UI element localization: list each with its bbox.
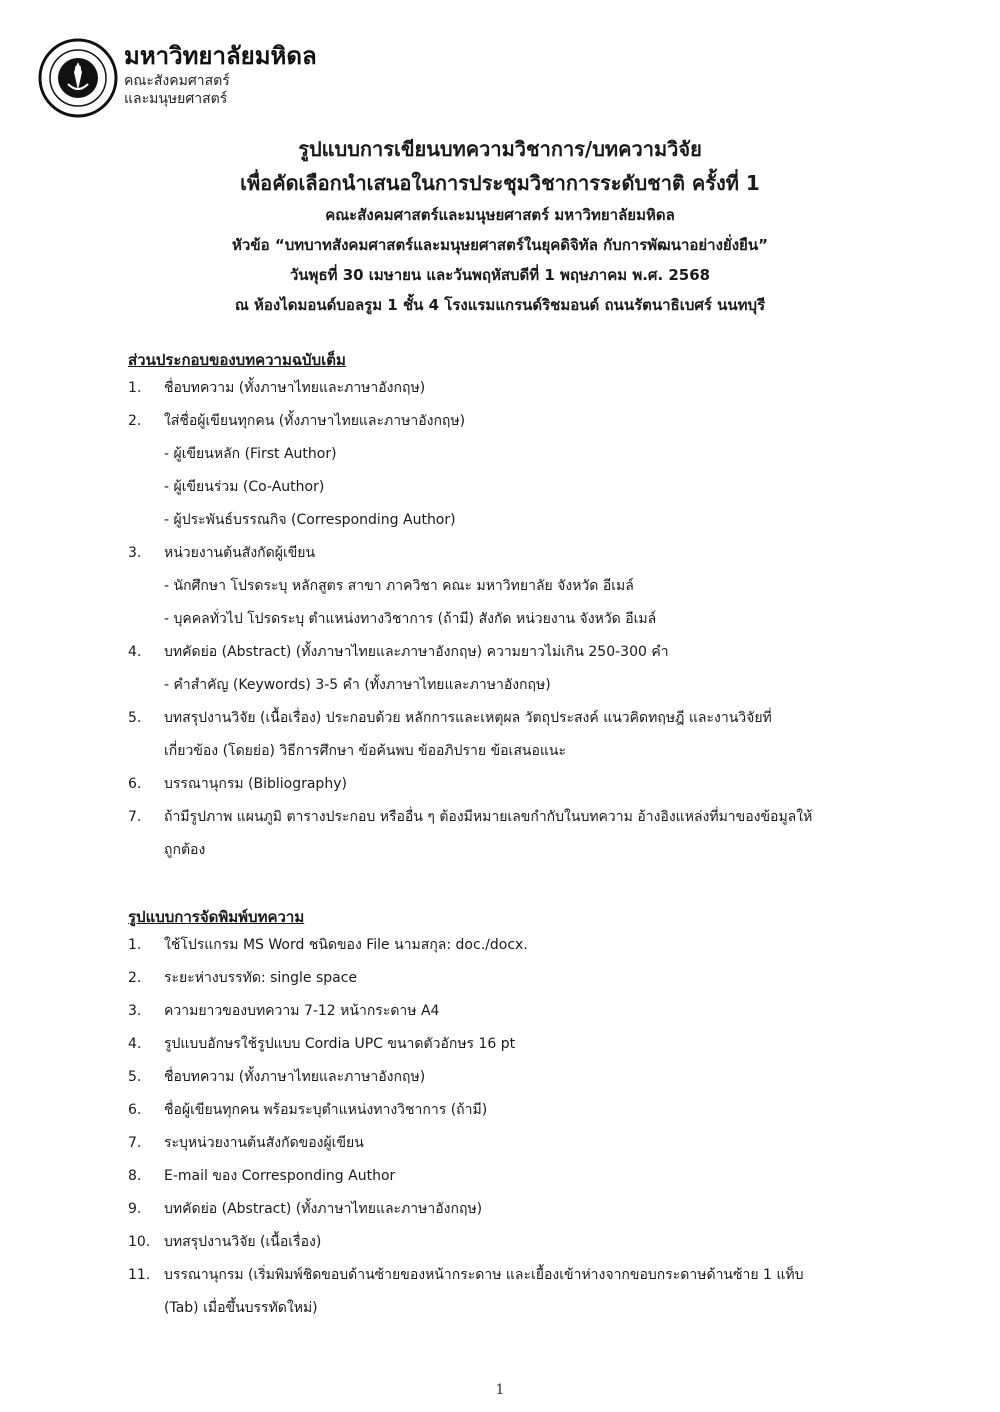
item-number: 6.	[128, 776, 142, 792]
item-number: 4.	[128, 644, 142, 660]
item-text: ระบุหน่วยงานต้นสังกัดของผู้เขียน	[164, 1135, 364, 1151]
document-title: รูปแบบการเขียนบทความวิชาการ/บทความวิจัย	[298, 137, 702, 161]
university-seal-logo	[38, 38, 118, 118]
list-item	[128, 929, 888, 962]
item-text: ระยะห่างบรรทัด: single space	[164, 970, 358, 986]
list-item	[128, 1226, 888, 1259]
item-text: บทคัดย่อ (Abstract) (ทั้งภาษาไทยและภาษาอังกฤษ)	[164, 1201, 483, 1217]
item-text: รูปแบบอักษรใช้รูปแบบ Cordia UPC ขนาดตัวอักษร 16 pt	[164, 1036, 516, 1052]
item-text-continued: (Tab) เมื่อขึ้นบรรทัดใหม่)	[164, 1300, 318, 1316]
organizer: คณะสังคมศาสตร์และมนุษยศาสตร์ มหาวิทยาลัยมหิดล	[325, 206, 675, 224]
item-number: 3.	[128, 1003, 142, 1019]
list-item	[128, 995, 888, 1028]
sub-item: - นักศึกษา โปรดระบุ หลักสูตร สาขา ภาควิชา คณะ มหาวิทยาลัย จังหวัด อีเมล์	[164, 578, 634, 594]
list-item	[128, 801, 888, 867]
document-subtitle: เพื่อคัดเลือกนำเสนอในการประชุมวิชาการระดับชาติ ครั้งที่ 1	[240, 171, 760, 195]
item-number: 5.	[128, 1069, 142, 1085]
item-text: ชื่อบทความ (ทั้งภาษาไทยและภาษาอังกฤษ)	[164, 1069, 426, 1085]
list-item	[128, 1094, 888, 1127]
list-item	[128, 962, 888, 995]
page-number: 1	[495, 1382, 505, 1398]
item-number: 2.	[128, 970, 142, 986]
institution-header	[124, 40, 317, 108]
item-number: 9.	[128, 1201, 142, 1217]
list-item	[128, 636, 888, 669]
list-item	[128, 1127, 888, 1160]
item-text: บทคัดย่อ (Abstract) (ทั้งภาษาไทยและภาษาอังกฤษ) ความยาวไม่เกิน 250-300 คำ	[164, 644, 669, 660]
sub-item: - ผู้เขียนหลัก (First Author)	[164, 446, 337, 462]
item-number: 2.	[128, 413, 142, 429]
item-number: 4.	[128, 1036, 142, 1052]
list-item	[128, 372, 888, 405]
components-heading: ส่วนประกอบของบทความฉบับเต็ม	[128, 351, 346, 369]
conference-date: วันพุธที่ 30 เมษายน และวันพฤหัสบดีที่ 1 พฤษภาคม พ.ศ. 2568	[289, 266, 711, 284]
list-item	[128, 1061, 888, 1094]
item-text: บรรณานุกรม (Bibliography)	[164, 776, 347, 792]
faculty-name-line1: คณะสังคมศาสตร์	[124, 73, 230, 89]
item-number: 1.	[128, 380, 142, 396]
item-text: ใส่ชื่อผู้เขียนทุกคน (ทั้งภาษาไทยและภาษาอังกฤษ)	[164, 413, 466, 429]
sub-item: - ผู้เขียนร่วม (Co-Author)	[164, 479, 325, 495]
item-text: ชื่อผู้เขียนทุกคน พร้อมระบุตำแหน่งทางวิชาการ (ถ้ามี)	[164, 1102, 488, 1118]
list-item	[128, 1028, 888, 1061]
item-text-continued: เกี่ยวข้อง (โดยย่อ) วิธีการศึกษา ข้อค้นพบ ข้ออภิปราย ข้อเสนอแนะ	[164, 743, 566, 759]
conference-venue: ณ ห้องไดมอนด์บอลรูม 1 ชั้น 4 โรงแรมแกรนด์ริชมอนด์ ถนนรัตนาธิเบศร์ นนทบุรี	[234, 296, 766, 314]
item-text: E-mail ของ Corresponding Author	[164, 1168, 396, 1184]
item-text: บทสรุปงานวิจัย (เนื้อเรื่อง) ประกอบด้วย หลักการและเหตุผล วัตถุประสงค์ แนวคิดทฤษฎี และงานวิจัยที่	[164, 710, 772, 726]
list-item	[128, 537, 888, 570]
components-section	[128, 348, 888, 867]
item-number: 8.	[128, 1168, 142, 1184]
title-block	[0, 132, 1000, 320]
sub-item: - ผู้ประพันธ์บรรณกิจ (Corresponding Author)	[164, 512, 456, 528]
university-name: มหาวิทยาลัยมหิดล	[124, 42, 317, 70]
item-text: หน่วยงานต้นสังกัดผู้เขียน	[164, 545, 316, 561]
list-item	[128, 702, 888, 768]
item-number: 3.	[128, 545, 142, 561]
item-number: 10.	[128, 1234, 151, 1250]
item-text-continued: ถูกต้อง	[164, 842, 206, 858]
sub-item: - บุคคลทั่วไป โปรดระบุ ตำแหน่งทางวิชาการ (ถ้ามี) สังกัด หน่วยงาน จังหวัด อีเมล์	[164, 611, 657, 627]
faculty-name-line2: และมนุษยศาสตร์	[124, 91, 228, 107]
item-text: บรรณานุกรม (เริ่มพิมพ์ชิดขอบด้านซ้ายของหน้ากระดาษ และเยื้องเข้าห่างจากขอบกระดาษด้านซ้าย 1 แท็บ	[164, 1267, 804, 1283]
item-text: บทสรุปงานวิจัย (เนื้อเรื่อง)	[164, 1234, 322, 1250]
list-item	[128, 1259, 888, 1325]
format-section	[128, 905, 888, 1325]
sub-item: - คำสำคัญ (Keywords) 3-5 คำ (ทั้งภาษาไทยและภาษาอังกฤษ)	[164, 677, 551, 693]
conference-theme: หัวข้อ “บทบาทสังคมศาสตร์และมนุษยศาสตร์ในยุคดิจิทัล กับการพัฒนาอย่างยั่งยืน”	[232, 236, 768, 254]
item-number: 5.	[128, 710, 142, 726]
item-number: 7.	[128, 1135, 142, 1151]
item-number: 6.	[128, 1102, 142, 1118]
item-number: 11.	[128, 1267, 151, 1283]
item-text: ใช้โปรแกรม MS Word ชนิดของ File นามสกุล: doc./docx.	[164, 937, 528, 953]
format-heading: รูปแบบการจัดพิมพ์บทความ	[128, 908, 305, 926]
item-text: ความยาวของบทความ 7-12 หน้ากระดาษ A4	[164, 1003, 440, 1019]
list-item	[128, 405, 888, 438]
item-text: ถ้ามีรูปภาพ แผนภูมิ ตารางประกอบ หรืออื่น ๆ ต้องมีหมายเลขกำกับในบทความ อ้างอิงแหล่งที่มาของข้อมูลให้	[164, 809, 813, 825]
item-number: 7.	[128, 809, 142, 825]
item-number: 1.	[128, 937, 142, 953]
list-item	[128, 1160, 888, 1193]
list-item	[128, 1193, 888, 1226]
list-item	[128, 768, 888, 801]
item-text: ชื่อบทความ (ทั้งภาษาไทยและภาษาอังกฤษ)	[164, 380, 426, 396]
